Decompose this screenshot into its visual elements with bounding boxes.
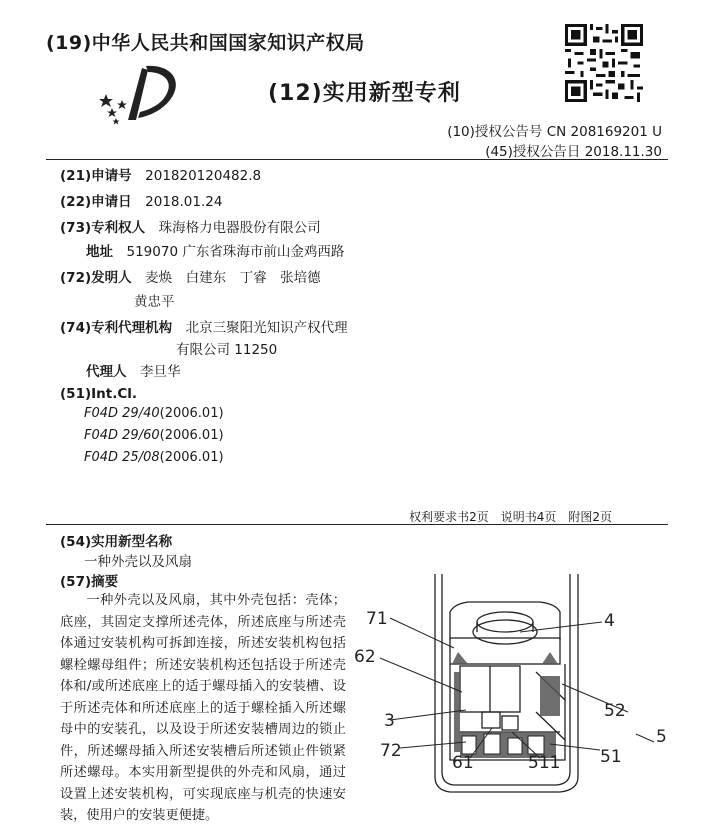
- figure-label: 51: [600, 747, 622, 767]
- document-type: (12)实用新型专利: [268, 81, 461, 106]
- page-counts: 权利要求书2页 说明书4页 附图2页: [409, 510, 612, 524]
- patent-agency: (74)专利代理机构 北京三聚阳光知识产权代理: [60, 320, 348, 336]
- title-section-label: (54)实用新型名称: [60, 534, 173, 550]
- patentee: (73)专利权人 珠海格力电器股份有限公司: [60, 220, 321, 236]
- patent-agent: 代理人 李旦华: [86, 364, 181, 380]
- inventors-continued: 黄忠平: [134, 294, 175, 310]
- figure-label: 4: [604, 611, 615, 631]
- figure-label: 61: [452, 753, 474, 773]
- application-number: (21)申请号 201820120482.8: [60, 168, 262, 184]
- utility-model-title: 一种外壳以及风扇: [84, 554, 192, 570]
- issuing-office: (19)中华人民共和国国家知识产权局: [46, 32, 365, 54]
- qr-code: [565, 24, 643, 102]
- abstract-text: 一种外壳以及风扇，其中外壳包括：壳体；底座，其固定支撑所述壳体，所述底座与所述壳体通过安装机构可拆卸连接，所述安装机构包括螺栓螺母组件；所述安装机构还包括设于所述壳体和/或所述底座上的适于螺母插入的安装槽、设于所述壳体和所述底座上的适于螺栓插入所述螺母中的安装孔，以及设于所述安装槽周边的锁止件，所述螺母插入所述安装槽后所述锁止件锁紧所述螺母。本实用新型提供的外壳和风扇，通过设置上述安装机构，可实现底座与机壳的快速安装，使用户的安装更便捷。: [60, 593, 346, 823]
- figure-label: 3: [384, 711, 395, 731]
- figure-label: 71: [366, 609, 388, 629]
- figure-label: 52: [604, 701, 626, 721]
- ipc-entry: F04D 29/60(2006.01): [84, 428, 224, 443]
- abstract-section-label: (57)摘要: [60, 574, 119, 590]
- filing-date: (22)申请日 2018.01.24: [60, 194, 223, 210]
- cnipa-emblem: [92, 60, 202, 126]
- figure-label: 511: [528, 753, 561, 773]
- publication-date: (45)授权公告日 2018.11.30: [485, 144, 662, 160]
- publication-number: (10)授权公告号 CN 208169201 U: [447, 124, 662, 140]
- patentee-address: 地址 519070 广东省珠海市前山金鸡西路: [86, 244, 345, 260]
- figure-label: 5: [656, 727, 667, 747]
- figure-label: 72: [380, 741, 402, 761]
- header-divider: [46, 159, 668, 160]
- patent-agency-continued: 有限公司 11250: [176, 342, 278, 358]
- section-divider: [46, 524, 668, 525]
- abstract-figure: [350, 572, 680, 822]
- ipc-entry: F04D 29/40(2006.01): [84, 406, 224, 421]
- inventors: (72)发明人 麦焕 白建东 丁睿 张培德: [60, 270, 321, 286]
- int-cl-label: (51)Int.Cl.: [60, 386, 138, 402]
- figure-label: 62: [354, 647, 376, 667]
- ipc-entry: F04D 25/08(2006.01): [84, 450, 224, 465]
